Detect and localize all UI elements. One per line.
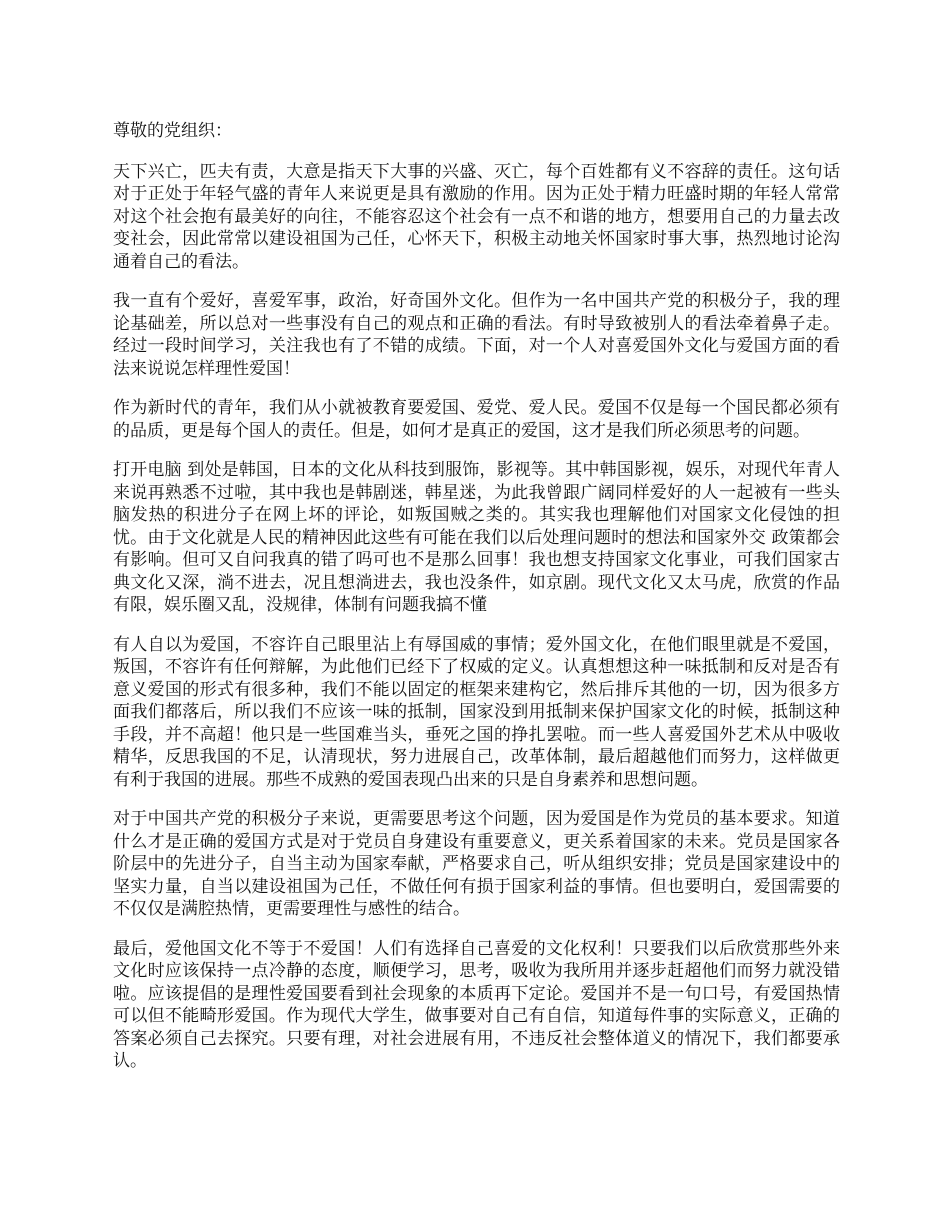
paragraph-5: 有人自以为爱国，不容许自己眼里沾上有辱国威的事情；爱外国文化，在他们眼里就是不爱国，叛国，不容许有任何辩解，为此他们已经下了权威的定义。认真想想这种一味抵制和反对是否有意义爱国的形式有很多种，我们不能以固定的框架来建构它，然后排斥其他的一切，因为很多方面我们都落后，所以我们不应该一味的抵制，国家没到用抵制来保护国家文化的时候，抵制这种手段，并不高超！他只是一些国难当头，垂死之国的挣扎罢啦。而一些人喜爱国外艺术从中吸收精华，反思我国的不足，认清现状，努力进展自己，改革体制，最后超越他们而努力，这样做更有利于我国的进展。那些不成熟的爱国表现凸出来的只是自身素养和思想问题。 (113, 634, 840, 790)
paragraph-1: 天下兴亡，匹夫有责，大意是指天下大事的兴盛、灭亡，每个百姓都有义不容辞的责任。这句话对于正处于年轻气盛的青年人来说更是具有激励的作用。因为正处于精力旺盛时期的年轻人常常对这个社会抱有最美好的向往，不能容忍这个社会有一点不和谐的地方，想要用自己的力量去改变社会，因此常常以建设祖国为己任，心怀天下，积极主动地关怀国家时事大事，热烈地讨论沟通着自己的看法。 (113, 161, 840, 272)
paragraph-4: 打开电脑 到处是韩国，日本的文化从科技到服饰，影视等。其中韩国影视，娱乐，对现代年青人来说再熟悉不过啦，其中我也是韩剧迷，韩星迷，为此我曾跟广阔同样爱好的人一起被有一些头脑发热的积进分子在网上坏的评论，如叛国贼之类的。其实我也理解他们对国家文化侵蚀的担忧。由于文化就是人民的精神因此这些有可能在我们以后处理问题时的想法和国家外交 政策都会有影响。但可又自问我真的错了吗可也不是那么回事！我也想支持国家文化事业，可我们国家古典文化又深，淌不进去，况且想淌进去，我也没条件，如京剧。现代文化又太马虎，欣赏的作品有限，娱乐圈又乱，没规律，体制有问题我搞不懂 (113, 460, 840, 615)
paragraph-7: 最后，爱他国文化不等于不爱国！人们有选择自己喜爱的文化权利！只要我们以后欣赏那些外来文化时应该保持一点冷静的态度，顺便学习，思考，吸收为我所用并逐步赶超他们而努力就没错啦。应该提倡的是理性爱国要看到社会现象的本质再下定论。爱国并不是一句口号，有爱国热情可以但不能畸形爱国。作为现代大学生，做事要对自己有自信，知道每件事的实际意义，正确的答案必须自己去探究。只要有理，对社会进展有用，不违反社会整体道义的情况下，我们都要承认。 (113, 938, 840, 1071)
paragraph-3: 作为新时代的青年，我们从小就被教育要爱国、爱党、爱人民。爱国不仅是每一个国民都必须有的品质，更是每个国人的责任。但是，如何才是真正的爱国，这才是我们所必须思考的问题。 (113, 398, 840, 441)
document-body (113, 120, 840, 1090)
paragraph-6: 对于中国共产党的积极分子来说，更需要思考这个问题，因为爱国是作为党员的基本要求。知道什么才是正确的爱国方式是对于党员自身建设有重要意义，更关系着国家的未来。党员是国家各阶层中的先进分子，自当主动为国家奉献，严格要求自己，听从组织安排；党员是国家建设中的坚实力量，自当以建设祖国为己任，不做任何有损于国家利益的事情。但也要明白，爱国需要的不仅仅是满腔热情，更需要理性与感性的结合。 (113, 809, 840, 919)
paragraph-2: 我一直有个爱好，喜爱军事，政治，好奇国外文化。但作为一名中国共产党的积极分子，我的理论基础差，所以总对一些事没有自己的观点和正确的看法。有时导致被别人的看法牵着鼻子走。经过一段时间学习，关注我也有了不错的成绩。下面，对一个人对喜爱国外文化与爱国方面的看法来说说怎样理性爱国！ (113, 291, 840, 379)
salutation: 尊敬的党组织： (113, 121, 232, 141)
